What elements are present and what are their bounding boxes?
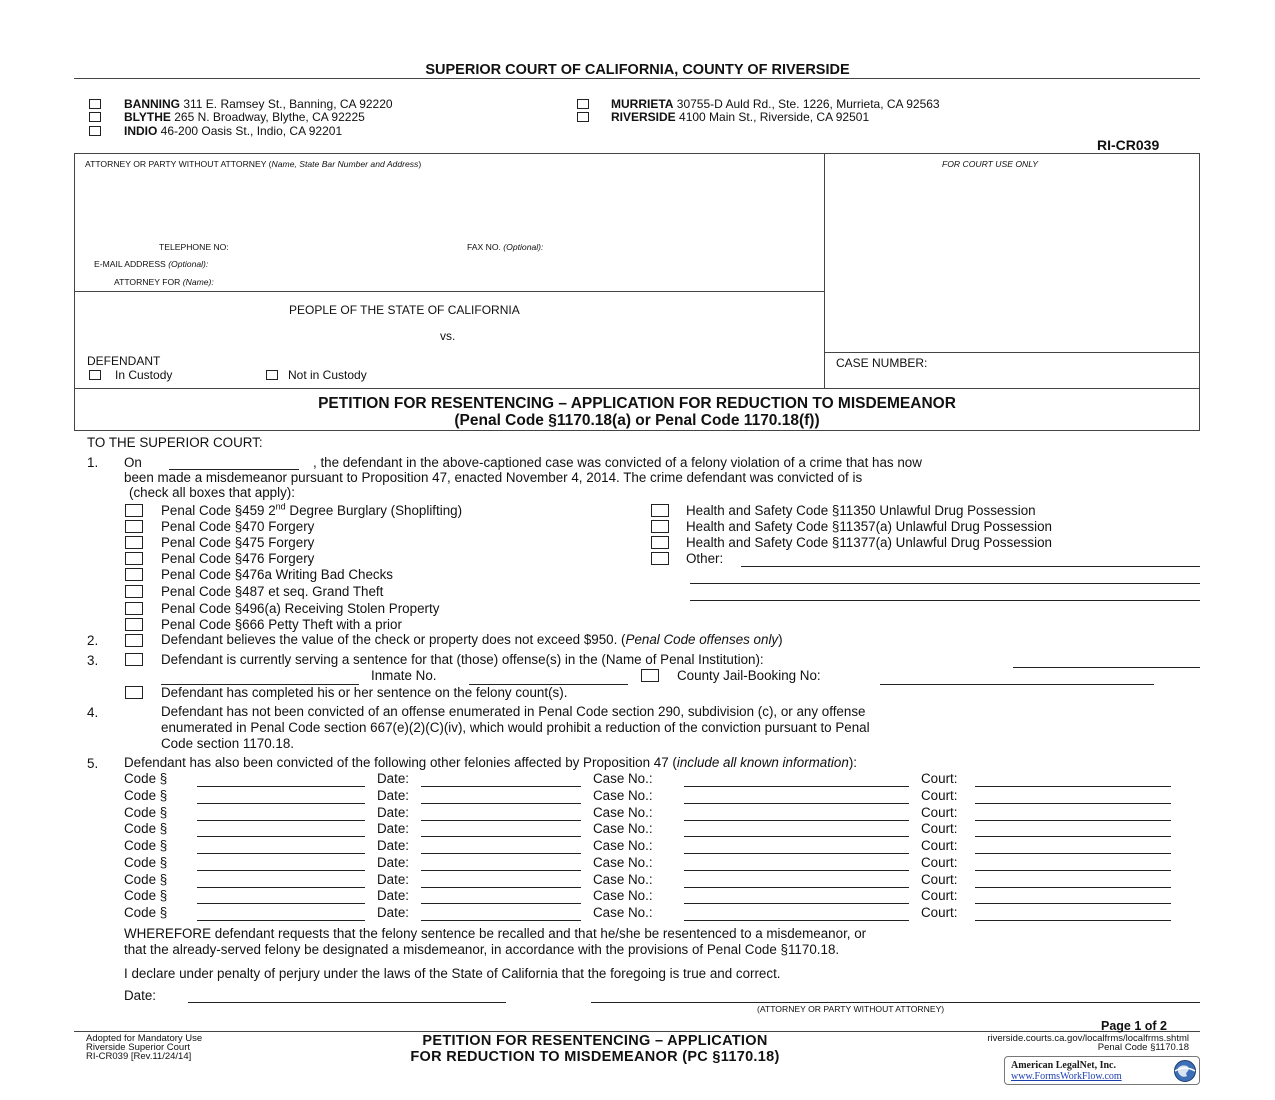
item5-text: Defendant has also been convicted of the following other felonies affected by Proposition 47 (include all known information): — [124, 755, 857, 770]
location-blythe: BLYTHE 265 N. Broadway, Blythe, CA 92225 — [124, 110, 365, 124]
row-case-no-field[interactable] — [684, 820, 909, 821]
row-date-label: Date: — [377, 821, 410, 836]
hs11377a-checkbox[interactable] — [651, 536, 669, 549]
row-date-label: Date: — [377, 805, 410, 820]
item4-line3: Code section 1170.18. — [161, 736, 295, 751]
item4-line2: enumerated in Penal Code section 667(e)(2)(C)(iv), which would prohibit a reduction of the conviction pursuant to Penal — [161, 720, 870, 735]
row-court-label: Court: — [921, 872, 958, 887]
location-banning: BANNING 311 E. Ramsey St., Banning, CA 92220 — [124, 97, 393, 111]
row-date-field[interactable] — [421, 920, 581, 921]
offense-pc470: Penal Code §470 Forgery — [161, 519, 315, 534]
item4-number: 4. — [87, 705, 99, 720]
row-code-label: Code § — [124, 771, 168, 786]
not-in-custody-label: Not in Custody — [288, 368, 367, 382]
row-court-field[interactable] — [975, 920, 1171, 921]
adopted-line2: Riverside Superior Court — [86, 1042, 191, 1053]
row-case-no-field[interactable] — [684, 836, 909, 837]
signature-date-field[interactable] — [188, 1002, 506, 1003]
item5-number: 5. — [87, 756, 99, 771]
row-court-field[interactable] — [975, 786, 1171, 787]
row-code-field[interactable] — [197, 803, 365, 804]
murrieta-checkbox[interactable] — [577, 99, 589, 109]
row-court-label: Court: — [921, 905, 958, 920]
people-label: PEOPLE OF THE STATE OF CALIFORNIA — [289, 303, 520, 317]
row-case-no-field[interactable] — [684, 903, 909, 904]
location-riverside: RIVERSIDE 4100 Main St., Riverside, CA 92501 — [611, 110, 870, 124]
globe-icon — [1173, 1059, 1197, 1083]
row-case-no-label: Case No.: — [593, 905, 653, 920]
county-jail-checkbox[interactable] — [641, 669, 659, 682]
not-in-custody-checkbox[interactable] — [266, 370, 278, 380]
row-code-label: Code § — [124, 838, 168, 853]
row-date-label: Date: — [377, 905, 410, 920]
row-court-label: Court: — [921, 855, 958, 870]
row-date-field[interactable] — [421, 820, 581, 821]
hs11350-checkbox[interactable] — [651, 504, 669, 517]
row-date-label: Date: — [377, 855, 410, 870]
row-case-no-field[interactable] — [684, 853, 909, 854]
pc476-checkbox[interactable] — [125, 552, 143, 565]
pc470-checkbox[interactable] — [125, 520, 143, 533]
offense-hs11357a: Health and Safety Code §11357(a) Unlawful Drug Possession — [686, 519, 1052, 534]
vs-label: vs. — [440, 329, 456, 343]
row-date-field[interactable] — [421, 887, 581, 888]
petition-subtitle: (Penal Code §1170.18(a) or Penal Code 1170.18(f)) — [454, 412, 820, 429]
caption-divider — [824, 153, 825, 389]
row-date-label: Date: — [377, 838, 410, 853]
row-case-no-label: Case No.: — [593, 805, 653, 820]
row-court-field[interactable] — [975, 820, 1171, 821]
header-rule — [74, 78, 1200, 79]
row-code-label: Code § — [124, 905, 168, 920]
hs11357a-checkbox[interactable] — [651, 520, 669, 533]
row-code-field[interactable] — [197, 870, 365, 871]
offense-pc666: Penal Code §666 Petty Theft with a prior — [161, 617, 402, 632]
court-title: SUPERIOR COURT OF CALIFORNIA, COUNTY OF RIVERSIDE — [425, 62, 850, 78]
row-code-label: Code § — [124, 821, 168, 836]
item3-completed: Defendant has completed his or her sentence on the felony count(s). — [161, 685, 568, 700]
row-code-field[interactable] — [197, 903, 365, 904]
footer-url[interactable]: riverside.courts.ca.gov/localfrms/localfrms.shtml — [987, 1033, 1189, 1044]
petition-title: PETITION FOR RESENTENCING – APPLICATION FOR REDUCTION TO MISDEMEANOR — [318, 395, 956, 412]
booking-no-field[interactable] — [880, 684, 1154, 685]
row-court-label: Court: — [921, 838, 958, 853]
row-court-field[interactable] — [975, 836, 1171, 837]
currently-serving-checkbox[interactable] — [125, 653, 143, 666]
indio-checkbox[interactable] — [89, 126, 101, 136]
row-court-field[interactable] — [975, 870, 1171, 871]
row-case-no-field[interactable] — [684, 920, 909, 921]
riverside-checkbox[interactable] — [577, 112, 589, 122]
row-code-field[interactable] — [197, 836, 365, 837]
wherefore-line1: WHEREFORE defendant requests that the felony sentence be recalled and that he/she be resentenced to a misdemeanor, or — [124, 926, 867, 941]
row-date-label: Date: — [377, 872, 410, 887]
attorney-for-label: ATTORNEY FOR (Name): — [114, 277, 214, 287]
offense-hs11350: Health and Safety Code §11350 Unlawful Drug Possession — [686, 503, 1036, 518]
email-label: E-MAIL ADDRESS (Optional): — [94, 259, 209, 269]
row-date-field[interactable] — [421, 903, 581, 904]
item2-number: 2. — [87, 633, 99, 648]
date-label: Date: — [124, 988, 157, 1003]
row-court-field[interactable] — [975, 903, 1171, 904]
row-code-label: Code § — [124, 872, 168, 887]
banning-checkbox[interactable] — [89, 99, 101, 109]
footer-statute: Penal Code §1170.18 — [1097, 1042, 1189, 1053]
pc476a-checkbox[interactable] — [125, 568, 143, 581]
row-date-field[interactable] — [421, 853, 581, 854]
row-date-label: Date: — [377, 771, 410, 786]
row-case-no-field[interactable] — [684, 803, 909, 804]
row-court-label: Court: — [921, 771, 958, 786]
row-court-field[interactable] — [975, 803, 1171, 804]
signature-field[interactable] — [591, 1002, 1200, 1003]
row-code-field[interactable] — [197, 887, 365, 888]
row-court-label: Court: — [921, 821, 958, 836]
caption-box — [74, 153, 1200, 389]
blythe-checkbox[interactable] — [89, 112, 101, 122]
row-case-no-label: Case No.: — [593, 821, 653, 836]
offense-hs11377a: Health and Safety Code §11377(a) Unlawful Drug Possession — [686, 535, 1052, 550]
row-code-label: Code § — [124, 788, 168, 803]
row-code-field[interactable] — [197, 920, 365, 921]
offense-pc459: Penal Code §459 2nd Degree Burglary (Shoplifting) — [161, 501, 463, 518]
row-case-no-label: Case No.: — [593, 771, 653, 786]
page-number: Page 1 of 2 — [1101, 1019, 1167, 1033]
row-date-label: Date: — [377, 788, 410, 803]
item3-text: Defendant is currently serving a sentence for that (those) offense(s) in the (Name of Penal Institution): — [161, 652, 764, 667]
in-custody-checkbox[interactable] — [89, 370, 101, 380]
offense-pc487: Penal Code §487 et seq. Grand Theft — [161, 584, 384, 599]
logo-url[interactable]: www.FormsWorkFlow.com — [1011, 1071, 1122, 1082]
item2-text: Defendant believes the value of the check or property does not exceed $950. (Penal Code offenses only) — [161, 632, 783, 647]
row-case-no-label: Case No.: — [593, 872, 653, 887]
row-code-field[interactable] — [197, 786, 365, 787]
row-date-label: Date: — [377, 888, 410, 903]
row-date-field[interactable] — [421, 836, 581, 837]
other-checkbox[interactable] — [651, 552, 669, 565]
footer-rule — [74, 1031, 1200, 1032]
attorney-label: ATTORNEY OR PARTY WITHOUT ATTORNEY (Name, State Bar Number and Address) — [85, 159, 422, 169]
other-field-3[interactable] — [690, 600, 1200, 601]
row-case-no-label: Case No.: — [593, 888, 653, 903]
fax-label: FAX NO. (Optional): — [467, 242, 544, 252]
row-court-label: Court: — [921, 805, 958, 820]
defendant-label: DEFENDANT — [87, 354, 161, 368]
item1-line3: (check all boxes that apply): — [129, 485, 295, 500]
penal-institution-field[interactable] — [1013, 667, 1200, 668]
item1-line1: , the defendant in the above-captioned case was convicted of a felony violation of a crime that has now — [313, 455, 922, 470]
row-court-field[interactable] — [975, 887, 1171, 888]
court-use-label: FOR COURT USE ONLY — [942, 159, 1038, 169]
inmate-no-label: Inmate No. — [371, 668, 437, 683]
row-case-no-label: Case No.: — [593, 788, 653, 803]
item1-number: 1. — [87, 455, 99, 470]
row-code-label: Code § — [124, 888, 168, 903]
caption-rule-1 — [74, 291, 825, 292]
pc459-checkbox[interactable] — [125, 504, 143, 517]
row-court-field[interactable] — [975, 853, 1171, 854]
row-court-label: Court: — [921, 788, 958, 803]
item1-line2: been made a misdemeanor pursuant to Proposition 47, enacted November 4, 2014. The crime defendant was convicted of is — [124, 470, 863, 485]
caption-rule-2 — [824, 352, 1200, 353]
telephone-label: TELEPHONE NO: — [159, 242, 229, 252]
offense-other: Other: — [686, 551, 724, 566]
row-date-field[interactable] — [421, 803, 581, 804]
row-date-field[interactable] — [421, 786, 581, 787]
other-field-1[interactable] — [741, 566, 1200, 567]
row-case-no-label: Case No.: — [593, 838, 653, 853]
adopted-line3: RI-CR039 [Rev.11/24/14] — [86, 1051, 192, 1062]
case-number-label: CASE NUMBER: — [836, 356, 928, 370]
value-under-950-checkbox[interactable] — [125, 634, 143, 647]
row-code-label: Code § — [124, 855, 168, 870]
to-court: TO THE SUPERIOR COURT: — [87, 435, 263, 450]
other-field-2[interactable] — [690, 583, 1200, 584]
location-murrieta: MURRIETA 30755-D Auld Rd., Ste. 1226, Murrieta, CA 92563 — [611, 97, 940, 111]
location-indio: INDIO 46-200 Oasis St., Indio, CA 92201 — [124, 124, 343, 138]
row-case-no-field[interactable] — [684, 786, 909, 787]
in-custody-label: In Custody — [115, 368, 173, 382]
county-jail-label: County Jail-Booking No: — [677, 668, 821, 683]
offense-pc496a: Penal Code §496(a) Receiving Stolen Property — [161, 601, 440, 616]
signature-caption: (ATTORNEY OR PARTY WITHOUT ATTORNEY) — [757, 1004, 945, 1014]
row-case-no-field[interactable] — [684, 870, 909, 871]
declaration: I declare under penalty of perjury under the laws of the State of California that the foregoing is true and correct. — [124, 966, 781, 981]
item4-line1: Defendant has not been convicted of an offense enumerated in Penal Code section 290, subdivision (c), or any offense — [161, 704, 866, 719]
offense-pc475: Penal Code §475 Forgery — [161, 535, 315, 550]
row-case-no-label: Case No.: — [593, 855, 653, 870]
row-code-label: Code § — [124, 805, 168, 820]
row-code-field[interactable] — [197, 820, 365, 821]
form-id: RI-CR039 — [1097, 137, 1160, 153]
wherefore-line2: that the already-served felony be designated a misdemeanor, in accordance with the provisions of Penal Code §1170.18. — [124, 942, 840, 957]
footer-title-line1: PETITION FOR RESENTENCING – APPLICATION — [422, 1033, 768, 1049]
footer-title-line2: FOR REDUCTION TO MISDEMEANOR (PC §1170.18) — [410, 1049, 780, 1065]
offense-pc476: Penal Code §476 Forgery — [161, 551, 315, 566]
row-date-field[interactable] — [421, 870, 581, 871]
row-court-label: Court: — [921, 888, 958, 903]
item3-number: 3. — [87, 653, 99, 668]
pc496a-checkbox[interactable] — [125, 602, 143, 615]
american-legalnet-logo[interactable] — [1004, 1056, 1200, 1085]
pc666-checkbox[interactable] — [125, 618, 143, 631]
offense-pc476a: Penal Code §476a Writing Bad Checks — [161, 567, 393, 582]
row-case-no-field[interactable] — [684, 887, 909, 888]
sentence-completed-checkbox[interactable] — [125, 686, 143, 699]
pc475-checkbox[interactable] — [125, 536, 143, 549]
pc487-checkbox[interactable] — [125, 585, 143, 598]
row-code-field[interactable] — [197, 853, 365, 854]
item1-on: On — [124, 455, 142, 470]
adopted-line1: Adopted for Mandatory Use — [86, 1033, 203, 1044]
logo-company: American LegalNet, Inc. — [1011, 1060, 1116, 1071]
